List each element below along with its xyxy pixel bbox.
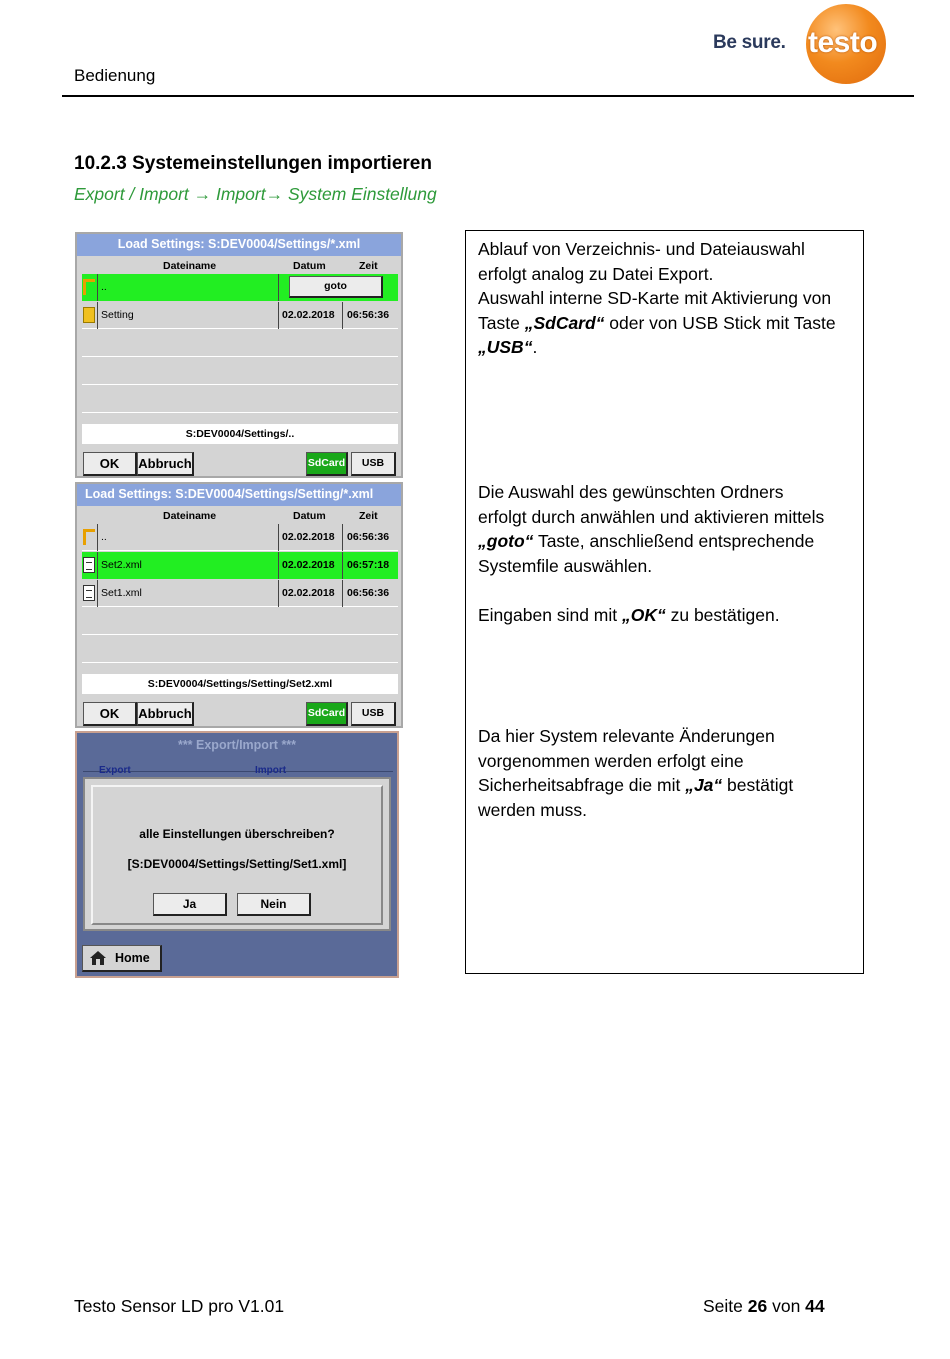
screenshot-confirm-dialog: [75, 731, 399, 978]
xml-file-icon: [83, 585, 95, 601]
screen-title: Load Settings: S:DEV0004/Settings/*.xml: [77, 234, 401, 256]
file-row-set2[interactable]: [82, 552, 398, 579]
sdcard-button[interactable]: SdCard: [306, 452, 348, 476]
dialog-file-path: [S:DEV0004/Settings/Setting/Set1.xml]: [127, 857, 347, 871]
column-header-time: Zeit: [359, 510, 378, 522]
file-name: ..: [101, 531, 107, 543]
header-divider: [62, 95, 914, 97]
description-box: [465, 230, 864, 974]
file-name: Set2.xml: [101, 559, 142, 571]
file-time: 06:56:36: [347, 531, 390, 543]
description-block-1: [478, 237, 858, 360]
text-line: erfolgt analog zu Datei Export.: [478, 263, 714, 284]
home-label: Home: [115, 951, 150, 965]
column-header-name: Dateiname: [163, 510, 217, 522]
file-date: 02.02.2018: [282, 587, 335, 599]
file-row-up[interactable]: [82, 524, 398, 551]
home-button[interactable]: [82, 945, 162, 972]
folder-up-icon: [83, 279, 95, 295]
tab-export[interactable]: Export: [99, 765, 131, 776]
file-name: ..: [101, 281, 107, 293]
text-line: Ablauf von Verzeichnis- und Dateiauswahl: [478, 239, 805, 259]
file-date: 02.02.2018: [282, 309, 335, 321]
folder-icon: [83, 307, 95, 323]
text-line: Auswahl interne SD-Karte mit Aktivierung von: [478, 288, 832, 308]
goto-button[interactable]: goto: [289, 276, 383, 298]
text-line: „goto“ Taste, anschließend entsprechende: [478, 531, 815, 551]
text-line: Da hier System relevante Änderungen: [478, 726, 775, 746]
ok-button[interactable]: OK: [83, 702, 137, 726]
logo-wordmark: testo: [808, 26, 878, 59]
text-line: Systemfile auswählen.: [478, 555, 653, 576]
no-button[interactable]: Nein: [237, 893, 311, 916]
file-row-up[interactable]: [82, 274, 398, 301]
screenshot-load-settings-1: [75, 232, 403, 478]
text-line: Eingaben sind mit „OK“ zu bestätigen.: [478, 604, 780, 625]
text-line: Sicherheitsabfrage die mit „Ja“ bestätigt: [478, 775, 794, 795]
sdcard-button[interactable]: SdCard: [306, 702, 348, 726]
testo-logo: [710, 2, 890, 86]
text-line: Taste „SdCard“ oder von USB Stick mit Taste: [478, 312, 836, 333]
confirm-dialog: [83, 777, 391, 931]
ok-button[interactable]: OK: [83, 452, 137, 476]
footer-document-name: Testo Sensor LD pro V1.01: [74, 1296, 285, 1316]
tab-import[interactable]: Import: [255, 765, 287, 776]
file-date: 02.02.2018: [282, 559, 335, 571]
path-bar: S:DEV0004/Settings/Setting/Set2.xml: [82, 674, 398, 694]
description-block-2: [478, 480, 858, 627]
column-header-date: Datum: [293, 510, 326, 522]
column-header-time: Zeit: [359, 260, 378, 272]
text-line: „USB“.: [478, 337, 538, 357]
home-icon: [90, 951, 106, 965]
text-line: werden muss.: [478, 799, 587, 820]
logo-tagline: Be sure.: [713, 32, 786, 53]
cancel-button[interactable]: Abbruch: [137, 452, 194, 476]
description-block-3: [478, 724, 858, 822]
xml-file-icon: [83, 557, 95, 573]
dialog-question: alle Einstellungen überschreiben?: [139, 827, 335, 841]
folder-up-icon: [83, 529, 95, 545]
file-row-empty: [82, 608, 398, 635]
file-row-empty: [82, 358, 398, 385]
usb-button[interactable]: USB: [351, 452, 396, 476]
screen-title: *** Export/Import ***: [177, 738, 297, 752]
screenshot-load-settings-2: [75, 482, 403, 728]
usb-button[interactable]: USB: [351, 702, 396, 726]
file-time: 06:57:18: [347, 559, 390, 571]
screen-title: Load Settings: S:DEV0004/Settings/Setting/*.xml: [77, 484, 401, 506]
file-row-setting[interactable]: [82, 302, 398, 329]
file-name: Setting: [101, 309, 134, 321]
file-time: 06:56:36: [347, 587, 390, 599]
file-time: 06:56:36: [347, 309, 390, 321]
file-row-set1[interactable]: [82, 580, 398, 607]
file-row-empty: [82, 636, 398, 663]
yes-button[interactable]: Ja: [153, 893, 227, 916]
file-date: 02.02.2018: [282, 531, 335, 543]
footer-page-number: Seite 26 von 44: [703, 1296, 825, 1316]
cancel-button[interactable]: Abbruch: [137, 702, 194, 726]
column-header-date: Datum: [293, 260, 326, 272]
header-section-label: Bedienung: [74, 66, 156, 85]
path-bar: S:DEV0004/Settings/..: [82, 424, 398, 444]
text-line: Die Auswahl des gewünschten Ordners: [478, 482, 784, 502]
file-name: Set1.xml: [101, 587, 142, 599]
text-line: vorgenommen werden erfolgt eine: [478, 750, 744, 771]
column-header-name: Dateiname: [163, 260, 217, 272]
file-row-empty: [82, 330, 398, 357]
file-row-empty: [82, 386, 398, 413]
breadcrumb: Export / Import → Import→ System Einstellung: [74, 184, 437, 204]
section-title: 10.2.3 Systemeinstellungen importieren: [74, 153, 432, 174]
text-line: erfolgt durch anwählen und aktivieren mittels: [478, 506, 825, 527]
